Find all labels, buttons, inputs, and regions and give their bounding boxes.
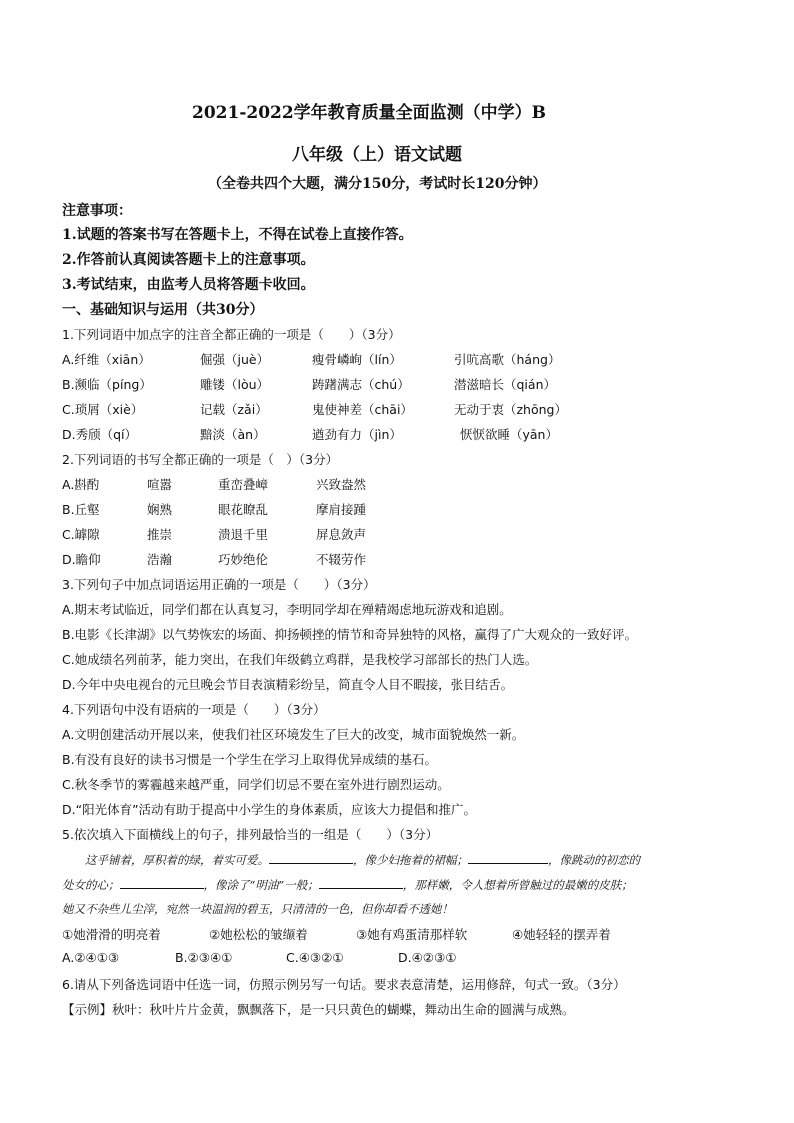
option-cell: 无动于衷（zhōng）	[454, 402, 567, 417]
notice-item: 2.作答前认真阅读答题卡上的注意事项。	[62, 252, 315, 268]
option-cell: 喧嚣	[147, 477, 173, 492]
passage-line: 她又不杂些儿尘滓，宛然一块温润的碧玉，只清清的一色，但你却看不透她！	[62, 902, 453, 916]
option-line: D.“阳光体育”活动有助于提高中小学生的身体素质，应该大力提倡和推广。	[62, 802, 477, 817]
option-line: B.电影《长津湖》以气势恢宏的场面、抑扬顿挫的情节和奇异独特的风格，赢得了广大观众的一致好评。	[62, 627, 638, 642]
answer-option: D.④②③①	[398, 950, 457, 965]
question-stem: 3.下列句子中加点词语运用正确的一项是（ ）（3分）	[62, 577, 376, 592]
passage-text: ，像涂了“明油”一般；	[203, 878, 319, 892]
example-line: 【示例】秋叶：秋叶片片金黄，飘飘落下，是一只只黄色的蝴蝶，舞动出生命的圆满与成熟。	[62, 1002, 575, 1017]
answer-blank	[319, 876, 403, 889]
passage-line	[62, 876, 633, 893]
passage-text: ，那样嫩，令人想着所曾触过的最嫩的皮肤；	[402, 878, 633, 892]
option-cell: A.纤维（xiān）	[62, 352, 151, 367]
option-line: A.期末考试临近，同学们都在认真复习，李明同学却在殚精竭虑地玩游戏和追剧。	[62, 602, 512, 617]
notice-item: 1.试题的答案书写在答题卡上，不得在试卷上直接作答。	[62, 227, 413, 243]
option-cell: 踌躇满志（chú）	[312, 377, 410, 392]
option-line: B.有没有良好的读书习惯是一个学生在学习上取得优异成绩的基石。	[62, 752, 438, 767]
option-cell: 引吭高歌（háng）	[454, 352, 561, 367]
option-cell: 黯淡（àn）	[200, 427, 266, 442]
answer-option: A.②④①③	[62, 950, 120, 965]
option-cell: D.瞻仰	[62, 552, 101, 567]
question-stem: 5.依次填入下面横线上的句子，排列最恰当的一组是（ ）（3分）	[62, 827, 439, 842]
option-cell: 恹恹欲睡（yān）	[460, 427, 558, 442]
option-cell: 溃退千里	[218, 527, 269, 542]
option-cell: 倔强（juè）	[200, 352, 270, 367]
exam-subtitle: 八年级（上）语文试题	[292, 145, 462, 165]
passage-text: 这乎铺着，厚积着的绿，着实可爱。	[62, 853, 269, 867]
notice-heading: 注意事项：	[62, 203, 132, 219]
question-stem: 6.请从下列备选词语中任选一词，仿照示例另写一句话。要求表意清楚，运用修辞，句式一致。（3分）	[62, 977, 626, 992]
option-cell: 雕镂（lòu）	[200, 377, 270, 392]
option-cell: 不辍劳作	[316, 552, 367, 567]
option-cell: 眼花瞭乱	[218, 502, 269, 517]
answer-option: B.②③④①	[175, 950, 233, 965]
option-cell: A.斟酌	[62, 477, 100, 492]
option-line: D.今年中央电视台的元旦晚会节目表演精彩纷呈，简直令人目不暇接，张目结舌。	[62, 677, 514, 692]
option-cell: 摩肩接踵	[316, 502, 367, 517]
question-stem: 2.下列词语的书写全都正确的一项是（ ）（3分）	[62, 452, 339, 467]
option-cell: C.琐屑（xiè）	[62, 402, 144, 417]
option-line: A.文明创建活动开展以来，使我们社区环境发生了巨大的改变，城市面貌焕然一新。	[62, 727, 525, 742]
option-cell: B.濒临（pínɡ）	[62, 377, 152, 392]
option-cell: 潜滋暗长（qián）	[454, 377, 556, 392]
question-stem: 1.下列词语中加点字的注音全都正确的一项是（ ）（3分）	[62, 327, 401, 342]
option-cell: 鬼使神差（chāi）	[312, 402, 413, 417]
passage-text: ，像跳动的初恋的	[548, 853, 640, 867]
passage-text: 处女的心；	[62, 878, 120, 892]
option-cell: 巧妙绝伦	[218, 552, 269, 567]
option-line: C.她成绩名列前茅，能力突出，在我们年级鹤立鸡群，是我校学习部部长的热门人选。	[62, 652, 538, 667]
option-cell: 娴熟	[147, 502, 173, 517]
passage-text: ，像少妇拖着的裙幅；	[353, 853, 468, 867]
option-cell: C.罅隙	[62, 527, 100, 542]
option-cell: D.秀颀（qí）	[62, 427, 138, 442]
choice-item: ②她松松的皱缬着	[209, 927, 308, 942]
option-cell: 重峦叠嶂	[218, 477, 269, 492]
option-line: C.秋冬季节的雾霾越来越严重，同学们切忌不要在室外进行剧烈运动。	[62, 777, 450, 792]
answer-option: C.④③②①	[286, 950, 344, 965]
section-heading: 一、基础知识与运用（共30分）	[62, 302, 264, 318]
option-cell: 推崇	[147, 527, 173, 542]
option-cell: 遒劲有力（jìn）	[312, 427, 402, 442]
option-cell: 屏息敛声	[316, 527, 367, 542]
option-cell: 记载（zǎi）	[200, 402, 268, 417]
exam-note: （全卷共四个大题，满分150分，考试时长120分钟）	[208, 176, 547, 192]
choice-item: ①她滑滑的明亮着	[62, 927, 161, 942]
notice-item: 3.考试结束，由监考人员将答题卡收回。	[62, 277, 315, 293]
option-cell: B.丘壑	[62, 502, 100, 517]
option-cell: 浩瀚	[147, 552, 173, 567]
answer-blank	[468, 851, 548, 864]
answer-blank	[269, 851, 353, 864]
option-cell: 兴致盎然	[316, 477, 367, 492]
question-stem: 4.下列语句中没有语病的一项是（ ）（3分）	[62, 702, 326, 717]
passage-line	[62, 851, 640, 868]
choice-item: ③她有鸡蛋清那样软	[356, 927, 468, 942]
exam-title: 2021-2022学年教育质量全面监测（中学）B	[192, 103, 547, 123]
answer-blank	[120, 876, 204, 889]
choice-item: ④她轻轻的摆弄着	[512, 927, 611, 942]
option-cell: 瘦骨嶙峋（lín）	[312, 352, 402, 367]
